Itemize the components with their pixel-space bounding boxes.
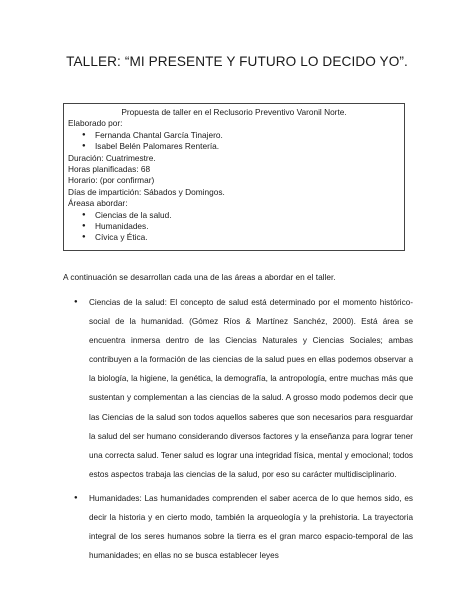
area-item: ● Cívica y Ética.: [68, 232, 400, 243]
elaborado-label: Elaborado por:: [68, 118, 123, 129]
areas-description-list: [63, 293, 413, 570]
author-item: ● Fernanda Chantal García Tinajero.: [68, 130, 400, 141]
author-item: ● Isabel Belén Palomares Rentería.: [68, 141, 400, 152]
section-health-sciences: ● Ciencias de la salud: El concepto de salud está determinado por el momento histórico-social de la humanidad. (Gómez Ríos & Martínez Sanchéz, 2000). Está área se encuentra inmersa dentro de las Ciencias Naturales y Ciencias Sociales; ambas contribuyen a la formación de las ciencias de la salud pues en ellas podemos observar a la biología, la higiene, la genética, la demografía, la antropología, entre muchas más que sustentan y complementan a las ciencias de la salud. A grosso modo podemos decir que las Ciencias de la salud son todos aquellos saberes que son necesarios para resguardar la salud del ser humano considerando diversos factores y la enseñanza para lograr tener una correcta salud. Tener salud es lograr una integridad física, mental y emocional; todos estos aspectos trabaja las ciencias de la salud, por eso su carácter multidisciplinario.: [63, 293, 413, 484]
document-title: TALLER: “MI PRESENTE Y FUTURO LO DECIDO YO”.: [66, 54, 408, 69]
area-item: ● Humanidades.: [68, 221, 400, 232]
duration-line: Duración: Cuatrimestre.: [68, 152, 156, 163]
area-item: ● Ciencias de la salud.: [68, 210, 400, 221]
section-humanities: ● Humanidades: Las humanidades comprenden el saber acerca de lo que hemos sido, es decir la historia y en cierto modo, también la arqueología y la prehistoria. La trayectoria integral de los seres humanos sobre la tierra es el gran marco espacio-temporal de las humanidades; en ellas no se busca establecer leyes: [63, 489, 413, 565]
hours-line: Horas planificadas: 68: [68, 164, 151, 175]
proposal-heading: Propuesta de taller en el Reclusorio Preventivo Varonil Norte.: [121, 107, 347, 117]
intro-paragraph: A continuación se desarrollan cada una de las áreas a abordar en el taller.: [63, 272, 336, 282]
areas-label: Áreasa abordar:: [68, 198, 128, 209]
days-line: Días de impartición: Sábados y Domingos.: [68, 186, 225, 197]
areas-list: [68, 210, 400, 244]
schedule-line: Horario: (por confirmar): [68, 175, 155, 186]
workshop-info-box: [63, 103, 405, 251]
authors-list: [68, 130, 400, 153]
